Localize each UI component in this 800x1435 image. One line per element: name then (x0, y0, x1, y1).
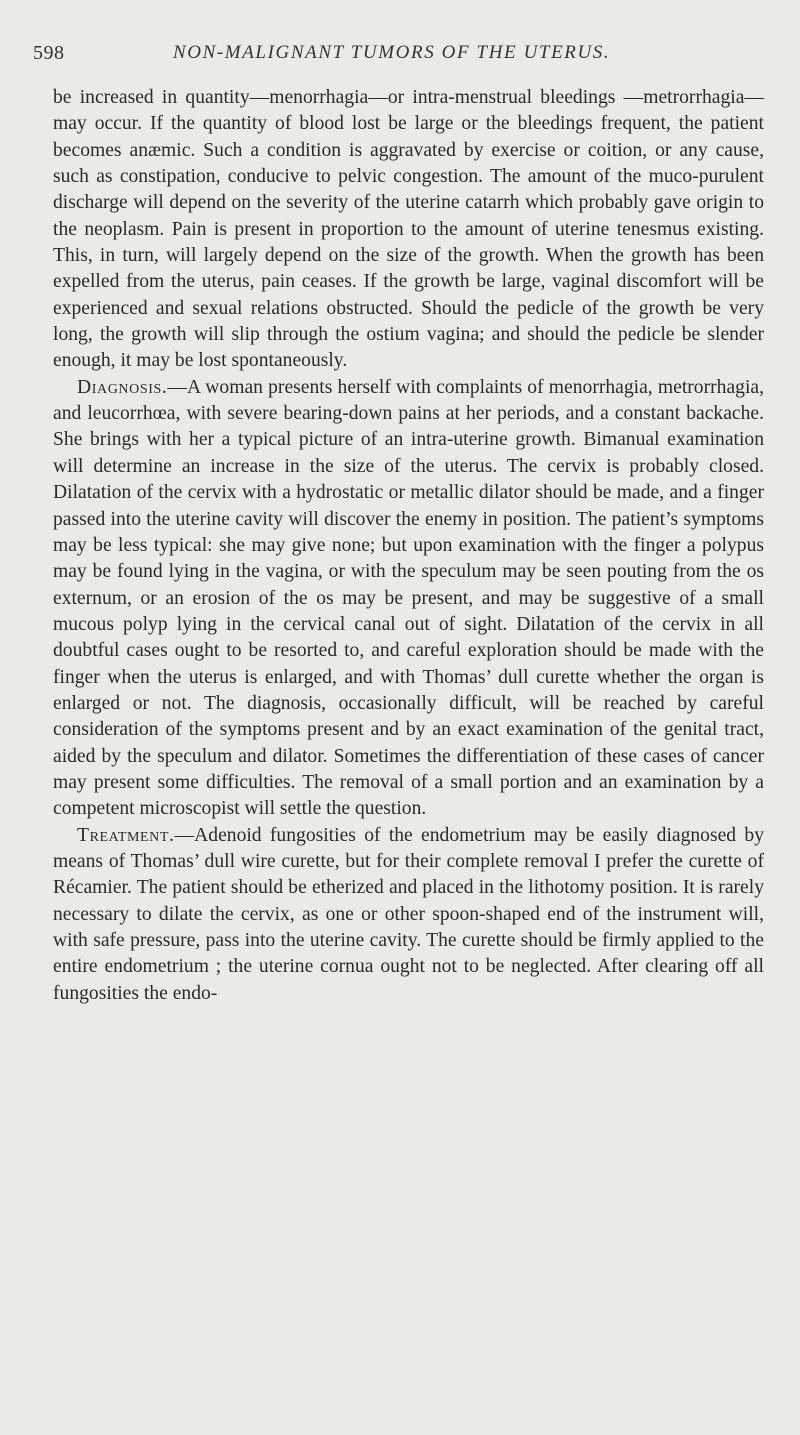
treatment-heading: Treatment. (77, 824, 175, 846)
body-text (53, 85, 764, 1007)
treatment-text: —Adenoid fungosities of the endometrium may be easily diagnosed by means of Thomas’ dull wire curette, but for their complete removal I prefer the curette of Récamier. The patient should be etherized and placed in the lithotomy position. It is rarely necessary to dilate the cervix, as one or other spoon-shaped end of the instrument will, with safe pressure, pass into the uterine cavity. The curette should be firmly applied to the entire endometrium ; the uterine cornua ought not to be neglected. After clearing off all fungosities the endo- (53, 824, 764, 1004)
diagnosis-heading: Diagnosis. (77, 376, 168, 398)
paragraph-symptoms-continued: be increased in quantity—menorrhagia—or intra-menstrual bleedings —metrorrhagia—may occur. If the quantity of blood lost be large or the bleedings frequent, the patient becomes anæmic. Such a condition is aggravated by exercise or coition, or any cause, such as constipation, conducive to pelvic congestion. The amount of the muco-purulent discharge will depend on the severity of the uterine catarrh which probably gave origin to the neoplasm. Pain is present in proportion to the amount of uterine tenesmus existing. This, in turn, will largely depend on the size of the growth. When the growth has been expelled from the uterus, pain ceases. If the growth be large, vaginal discomfort will be experienced and sexual relations obstructed. Should the pedicle of the growth be very long, the growth will slip through the ostium vagina; and should the pedicle be slender enough, it may be lost spontaneously. (53, 87, 764, 372)
paragraph-treatment (53, 823, 764, 1007)
page-header (33, 42, 753, 72)
running-title: NON-MALIGNANT TUMORS OF THE UTERUS. (173, 42, 611, 63)
paragraph-diagnosis (53, 375, 764, 823)
diagnosis-text: —A woman presents herself with complaints of menorrhagia, metrorrhagia, and leucorrhœa, with severe bearing-down pains at her periods, and a constant backache. She brings with her a typical picture of an intra-uterine growth. Bimanual examination will determine an increase in the size of the uterus. The cervix is probably closed. Dilatation of the cervix with a hydrostatic or metallic dilator should be made, and a finger passed into the uterine cavity will discover the enemy in position. The patient’s symptoms may be less typical: she may give none; but upon examination with the finger a polypus may be found lying in the vagina, or with the speculum may be seen pouting from the os externum, or an erosion of the os may be present, and may be suggestive of a small mucous polyp lying in the cervical canal out of sight. Dilatation of the cervix in all doubtful cases ought to be resorted to, and careful exploration should be made with the finger when the uterus is enlarged, and with Thomas’ dull curette whether the organ is enlarged or not. The diagnosis, occasionally difficult, will be reached by careful consideration of the symptoms present and by an exact examination of the genital tract, aided by the speculum and dilator. Sometimes the differentiation of these cases of cancer may present some difficulties. The removal of a small portion and an examination by a competent microscopist will settle the question. (53, 376, 764, 820)
page-number: 598 (33, 42, 65, 64)
